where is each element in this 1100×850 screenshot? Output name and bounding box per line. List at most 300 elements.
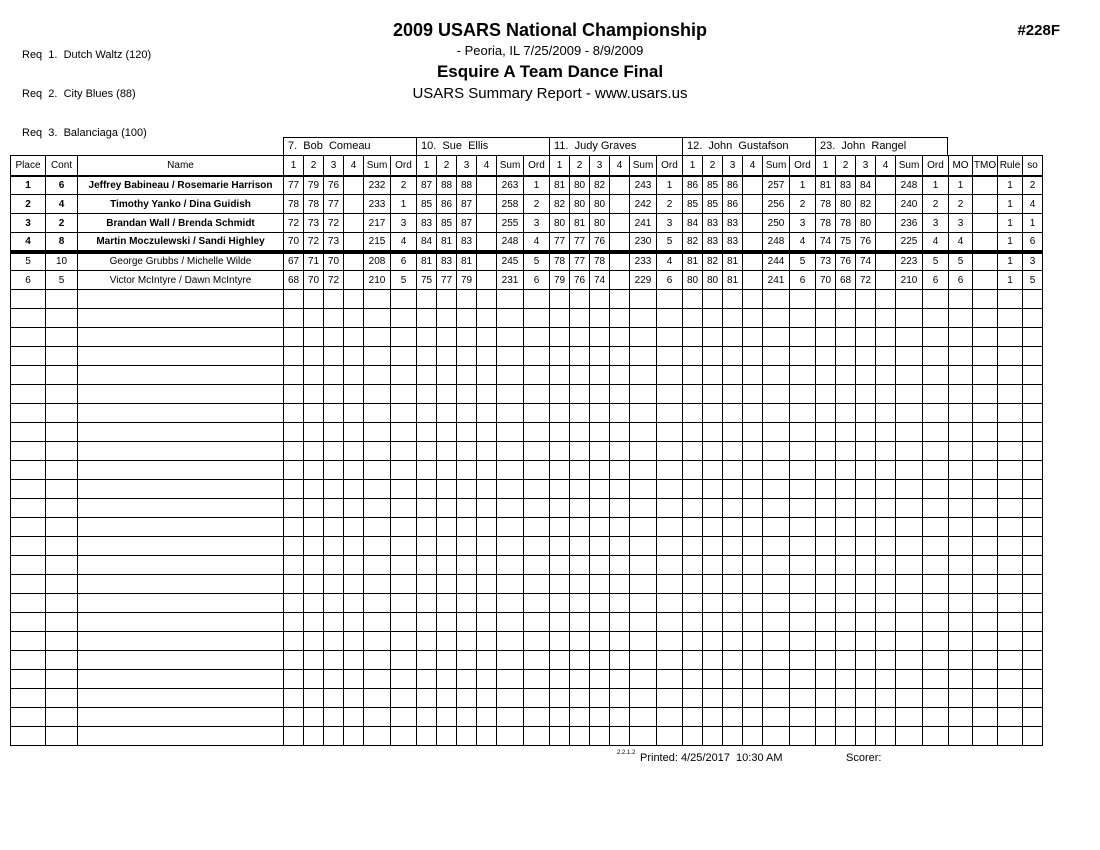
score-j4-d3: 83 (723, 214, 743, 233)
judge-header-row (283, 137, 948, 156)
empty-cell (11, 632, 46, 651)
empty-cell (743, 309, 763, 328)
ordinal-j5: 3 (923, 214, 949, 233)
empty-cell (876, 727, 896, 746)
header-judge2-1: 1 (417, 156, 437, 176)
empty-cell (570, 480, 590, 499)
empty-cell (703, 708, 723, 727)
empty-cell (683, 423, 703, 442)
score-j4-d4 (743, 176, 763, 195)
rule-value: 1 (998, 252, 1023, 271)
empty-cell (610, 537, 630, 556)
empty-cell (550, 613, 570, 632)
empty-cell (391, 727, 417, 746)
empty-cell (1023, 727, 1043, 746)
empty-cell (1023, 404, 1043, 423)
empty-cell (973, 461, 998, 480)
empty-cell (1023, 347, 1043, 366)
empty-cell (457, 651, 477, 670)
empty-cell (790, 613, 816, 632)
header-judge4-3: 3 (723, 156, 743, 176)
empty-cell (570, 328, 590, 347)
empty-row (11, 480, 1043, 499)
empty-cell (923, 537, 949, 556)
empty-cell (657, 575, 683, 594)
empty-cell (743, 366, 763, 385)
result-row-2 (11, 195, 1043, 214)
empty-cell (46, 613, 78, 632)
score-j1-d3: 76 (324, 176, 344, 195)
empty-cell (437, 670, 457, 689)
empty-cell (324, 727, 344, 746)
header-judge3-1: 1 (550, 156, 570, 176)
empty-cell (683, 594, 703, 613)
empty-cell (630, 328, 657, 347)
empty-cell (524, 442, 550, 461)
empty-cell (998, 727, 1023, 746)
empty-cell (324, 632, 344, 651)
empty-cell (304, 689, 324, 708)
score-j3-d1: 79 (550, 271, 570, 290)
empty-cell (550, 537, 570, 556)
empty-cell (790, 689, 816, 708)
empty-cell (477, 689, 497, 708)
empty-cell (998, 328, 1023, 347)
header-judge2-2: 2 (437, 156, 457, 176)
empty-cell (417, 537, 437, 556)
empty-cell (876, 537, 896, 556)
empty-cell (856, 689, 876, 708)
empty-cell (497, 442, 524, 461)
empty-cell (816, 499, 836, 518)
empty-cell (78, 366, 284, 385)
empty-cell (417, 480, 437, 499)
empty-cell (524, 537, 550, 556)
empty-cell (1023, 385, 1043, 404)
empty-cell (46, 347, 78, 366)
empty-cell (570, 404, 590, 423)
empty-cell (284, 309, 304, 328)
score-j1-d2: 79 (304, 176, 324, 195)
empty-cell (973, 556, 998, 575)
empty-cell (630, 423, 657, 442)
empty-cell (524, 727, 550, 746)
empty-cell (816, 442, 836, 461)
empty-cell (391, 556, 417, 575)
empty-cell (949, 708, 973, 727)
empty-cell (437, 556, 457, 575)
empty-cell (590, 328, 610, 347)
empty-cell (630, 727, 657, 746)
empty-cell (816, 594, 836, 613)
empty-cell (683, 404, 703, 423)
empty-cell (743, 404, 763, 423)
empty-cell (524, 347, 550, 366)
empty-cell (723, 480, 743, 499)
empty-cell (856, 404, 876, 423)
empty-cell (78, 708, 284, 727)
empty-cell (304, 613, 324, 632)
tmo-value (973, 233, 998, 252)
sum-j3: 243 (630, 176, 657, 195)
score-j5-d1: 70 (816, 271, 836, 290)
score-j5-d3: 74 (856, 252, 876, 271)
empty-cell (630, 347, 657, 366)
empty-cell (763, 708, 790, 727)
empty-cell (790, 537, 816, 556)
empty-cell (590, 575, 610, 594)
empty-cell (417, 423, 437, 442)
empty-cell (417, 708, 437, 727)
empty-cell (876, 632, 896, 651)
empty-cell (743, 556, 763, 575)
empty-cell (324, 518, 344, 537)
majority-ordinal: 2 (949, 195, 973, 214)
empty-cell (923, 442, 949, 461)
empty-cell (703, 556, 723, 575)
empty-cell (590, 670, 610, 689)
empty-cell (46, 537, 78, 556)
empty-cell (723, 613, 743, 632)
empty-cell (657, 594, 683, 613)
empty-cell (876, 689, 896, 708)
empty-cell (743, 442, 763, 461)
empty-cell (856, 499, 876, 518)
empty-cell (344, 480, 364, 499)
empty-cell (284, 347, 304, 366)
empty-cell (477, 366, 497, 385)
empty-cell (590, 404, 610, 423)
empty-cell (790, 461, 816, 480)
majority-ordinal: 1 (949, 176, 973, 195)
empty-cell (763, 556, 790, 575)
empty-cell (284, 727, 304, 746)
empty-cell (790, 670, 816, 689)
score-j1-d3: 70 (324, 252, 344, 271)
empty-cell (657, 651, 683, 670)
empty-cell (550, 556, 570, 575)
header-judge2-sum: Sum (497, 156, 524, 176)
empty-cell (973, 518, 998, 537)
header-judge4-sum: Sum (763, 156, 790, 176)
empty-cell (657, 442, 683, 461)
empty-cell (1023, 575, 1043, 594)
place-value: 3 (11, 214, 46, 233)
score-j1-d1: 72 (284, 214, 304, 233)
empty-cell (524, 556, 550, 575)
printed-value: 4/25/2017 10:30 AM (680, 752, 783, 764)
empty-cell (457, 689, 477, 708)
tmo-value (973, 252, 998, 271)
empty-cell (524, 518, 550, 537)
empty-cell (836, 518, 856, 537)
empty-cell (364, 651, 391, 670)
empty-cell (763, 499, 790, 518)
empty-cell (998, 556, 1023, 575)
empty-cell (949, 727, 973, 746)
empty-cell (364, 385, 391, 404)
sum-j1: 233 (364, 195, 391, 214)
result-row-3 (11, 214, 1043, 233)
empty-cell (896, 613, 923, 632)
team-name: Timothy Yanko / Dina Guidish (78, 195, 284, 214)
team-name: George Grubbs / Michelle Wilde (78, 252, 284, 271)
empty-cell (391, 461, 417, 480)
ordinal-j4: 3 (790, 214, 816, 233)
empty-cell (78, 613, 284, 632)
empty-cell (763, 347, 790, 366)
empty-cell (524, 328, 550, 347)
empty-cell (497, 404, 524, 423)
ordinal-j2: 5 (524, 252, 550, 271)
empty-cell (836, 708, 856, 727)
empty-cell (497, 309, 524, 328)
empty-cell (998, 461, 1023, 480)
empty-cell (657, 404, 683, 423)
empty-cell (896, 727, 923, 746)
empty-cell (437, 480, 457, 499)
empty-cell (703, 366, 723, 385)
software-version: 2.2.1.2 (617, 750, 636, 756)
empty-cell (11, 518, 46, 537)
empty-cell (790, 290, 816, 309)
event-title: Esquire A Team Dance Final (436, 62, 664, 81)
empty-cell (344, 689, 364, 708)
empty-cell (304, 290, 324, 309)
score-j4-d4 (743, 214, 763, 233)
empty-cell (876, 575, 896, 594)
empty-cell (46, 518, 78, 537)
score-j5-d4 (876, 195, 896, 214)
empty-cell (46, 385, 78, 404)
empty-cell (896, 480, 923, 499)
empty-cell (417, 385, 437, 404)
empty-cell (836, 727, 856, 746)
empty-cell (437, 328, 457, 347)
empty-cell (304, 537, 324, 556)
empty-cell (524, 632, 550, 651)
place-value: 4 (11, 233, 46, 252)
empty-cell (437, 347, 457, 366)
score-j5-d2: 83 (836, 176, 856, 195)
empty-cell (896, 556, 923, 575)
empty-cell (364, 423, 391, 442)
score-j2-d2: 81 (437, 233, 457, 252)
empty-cell (743, 518, 763, 537)
empty-cell (11, 594, 46, 613)
empty-cell (1023, 708, 1043, 727)
empty-cell (703, 518, 723, 537)
empty-cell (524, 366, 550, 385)
empty-cell (836, 480, 856, 499)
empty-cell (949, 537, 973, 556)
empty-cell (364, 556, 391, 575)
empty-cell (763, 442, 790, 461)
empty-cell (896, 670, 923, 689)
empty-cell (703, 594, 723, 613)
empty-cell (876, 594, 896, 613)
empty-cell (457, 347, 477, 366)
score-j4-d1: 80 (683, 271, 703, 290)
empty-cell (923, 727, 949, 746)
empty-cell (364, 328, 391, 347)
empty-row (11, 727, 1043, 746)
empty-cell (11, 556, 46, 575)
empty-cell (78, 290, 284, 309)
team-name: Martin Moczulewski / Sandi Highley (78, 233, 284, 252)
empty-cell (457, 613, 477, 632)
empty-cell (590, 480, 610, 499)
rule-value: 1 (998, 271, 1023, 290)
empty-cell (344, 290, 364, 309)
location-dates: - Peoria, IL 7/25/2009 - 8/9/2009 (456, 43, 644, 58)
empty-cell (763, 480, 790, 499)
judge-name-2: 10. Sue Ellis (416, 137, 549, 156)
empty-cell (364, 518, 391, 537)
header-judge4-4: 4 (743, 156, 763, 176)
empty-cell (657, 670, 683, 689)
score-j2-d4 (477, 271, 497, 290)
empty-cell (437, 385, 457, 404)
empty-cell (896, 442, 923, 461)
empty-cell (723, 423, 743, 442)
header-judge1-2: 2 (304, 156, 324, 176)
empty-cell (923, 518, 949, 537)
empty-cell (570, 670, 590, 689)
empty-cell (497, 290, 524, 309)
empty-cell (923, 613, 949, 632)
empty-cell (743, 499, 763, 518)
empty-cell (763, 670, 790, 689)
empty-cell (284, 594, 304, 613)
score-j2-d2: 83 (437, 252, 457, 271)
score-j4-d3: 81 (723, 271, 743, 290)
empty-cell (550, 385, 570, 404)
empty-cell (743, 727, 763, 746)
empty-cell (78, 594, 284, 613)
empty-cell (973, 651, 998, 670)
empty-cell (973, 594, 998, 613)
empty-cell (1023, 366, 1043, 385)
empty-cell (11, 480, 46, 499)
empty-cell (550, 594, 570, 613)
score-j2-d2: 85 (437, 214, 457, 233)
empty-cell (590, 708, 610, 727)
empty-cell (610, 518, 630, 537)
ordinal-j4: 5 (790, 252, 816, 271)
table-body (11, 176, 1043, 746)
empty-cell (417, 347, 437, 366)
empty-cell (816, 366, 836, 385)
empty-cell (417, 461, 437, 480)
empty-cell (856, 518, 876, 537)
empty-cell (524, 385, 550, 404)
empty-cell (497, 461, 524, 480)
empty-cell (497, 328, 524, 347)
empty-cell (896, 575, 923, 594)
empty-cell (630, 461, 657, 480)
empty-cell (610, 442, 630, 461)
empty-cell (973, 385, 998, 404)
empty-cell (324, 404, 344, 423)
empty-cell (417, 575, 437, 594)
empty-row (11, 537, 1043, 556)
score-j3-d4 (610, 271, 630, 290)
empty-cell (391, 366, 417, 385)
empty-cell (790, 499, 816, 518)
empty-cell (973, 347, 998, 366)
empty-cell (477, 537, 497, 556)
empty-cell (477, 385, 497, 404)
empty-cell (610, 328, 630, 347)
empty-cell (949, 385, 973, 404)
empty-cell (657, 385, 683, 404)
empty-cell (790, 423, 816, 442)
empty-cell (610, 613, 630, 632)
empty-cell (723, 518, 743, 537)
empty-cell (856, 309, 876, 328)
empty-cell (344, 632, 364, 651)
empty-cell (723, 651, 743, 670)
empty-cell (683, 727, 703, 746)
empty-cell (284, 385, 304, 404)
empty-cell (11, 461, 46, 480)
header-so: so (1023, 156, 1043, 176)
empty-cell (763, 613, 790, 632)
empty-cell (1023, 651, 1043, 670)
empty-cell (856, 670, 876, 689)
empty-cell (876, 385, 896, 404)
empty-cell (524, 708, 550, 727)
empty-cell (524, 613, 550, 632)
empty-cell (816, 480, 836, 499)
score-j1-d4 (344, 271, 364, 290)
score-j2-d4 (477, 195, 497, 214)
empty-cell (78, 537, 284, 556)
empty-cell (683, 480, 703, 499)
place-value: 2 (11, 195, 46, 214)
empty-cell (11, 347, 46, 366)
empty-cell (324, 423, 344, 442)
empty-cell (949, 480, 973, 499)
empty-cell (437, 290, 457, 309)
empty-cell (816, 537, 836, 556)
empty-cell (876, 423, 896, 442)
empty-cell (437, 366, 457, 385)
header-judge1-3: 3 (324, 156, 344, 176)
score-j4-d1: 84 (683, 214, 703, 233)
empty-cell (344, 347, 364, 366)
score-j5-d1: 74 (816, 233, 836, 252)
empty-cell (610, 708, 630, 727)
score-j4-d1: 86 (683, 176, 703, 195)
score-j1-d3: 72 (324, 214, 344, 233)
empty-cell (497, 632, 524, 651)
empty-cell (630, 518, 657, 537)
empty-cell (876, 328, 896, 347)
score-j2-d1: 81 (417, 252, 437, 271)
score-j3-d3: 76 (590, 233, 610, 252)
empty-cell (723, 290, 743, 309)
empty-cell (856, 613, 876, 632)
empty-cell (304, 632, 324, 651)
empty-cell (78, 518, 284, 537)
empty-cell (816, 632, 836, 651)
empty-cell (1023, 689, 1043, 708)
empty-cell (703, 651, 723, 670)
empty-cell (790, 309, 816, 328)
empty-cell (497, 613, 524, 632)
